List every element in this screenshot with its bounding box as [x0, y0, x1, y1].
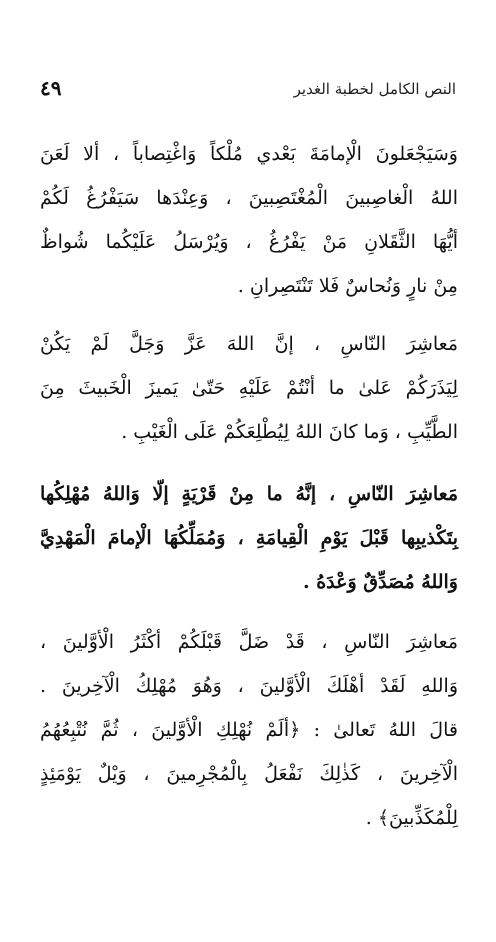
text-line: اللهُ الْغاصِبينَ الْمُغْتَصِبينَ ، وَعِنْدَها سَيَفْرُغُ لَكُمْ: [40, 187, 458, 209]
text-line: مِنْ نارٍ وَنُحاسٌ فَلا تَنْتَصِرانِ .: [237, 275, 458, 297]
paragraph-1: [40, 132, 458, 308]
running-title: النص الكامل لخطبة الغدير: [293, 80, 456, 98]
text-line: مَعاشِرَ النّاسِ ، إنَّ اللهَ عَزَّ وَجَلَّ لَمْ يَكُنْ: [40, 333, 458, 355]
text-line: قالَ اللهُ تَعالىٰ : ﴿ألَمْ نُهْلِكِ الْأوَّلينَ ، ثُمَّ نُتْبِعُهُمُ: [40, 719, 458, 741]
body-text: [40, 132, 458, 840]
page-header: [30, 76, 466, 108]
text-line: مَعاشِرَ النّاسِ ، إنَّهُ ما مِنْ قَرْيَةٍ إلّا وَاللهُ مُهْلِكُها: [40, 483, 458, 505]
text-line: لِيَذَرَكُمْ عَلىٰ ما أنْتُمْ عَلَيْهِ حَتّىٰ يَميزَ الْخَبيثَ مِنَ: [40, 377, 458, 399]
text-line: الطَّيِّبِ ، وَما كانَ اللهُ لِيُطْلِعَكُمْ عَلَى الْغَيْبِ .: [121, 421, 458, 443]
paragraph-3: [40, 472, 458, 604]
text-line: بِتَكْذيبِها قَبْلَ يَوْمِ الْقِيامَةِ ، وَمُمَلِّكُهَا الْإمامَ الْمَهْدِيَّ: [40, 527, 458, 549]
paragraph-2: [40, 322, 458, 454]
text-line: أيُّهَا الثَّقَلانِ مَنْ يَفْرُغُ ، وَيُرْسَلُ عَلَيْكُما شُواظٌ: [40, 231, 458, 253]
text-line: لِلْمُكَذِّبينَ﴾ .: [365, 807, 458, 829]
text-line: وَاللهِ لَقَدْ أهْلَكَ الْأوَّلينَ ، وَهُوَ مُهْلِكُ الْآخِرينَ .: [40, 675, 458, 697]
text-line: وَسَيَجْعَلونَ الْإمامَةَ بَعْدي مُلْكاً وَاغْتِصاباً ، ألا لَعَنَ: [40, 143, 458, 165]
text-line: وَاللهُ مُصَدِّقٌ وَعْدَهُ .: [303, 571, 458, 593]
page-number: ٤٩: [40, 76, 62, 100]
text-line: الْآخِرينَ ، كَذٰلِكَ نَفْعَلُ بِالْمُجْرِمينَ ، وَيْلٌ يَوْمَئِذٍ: [40, 763, 458, 785]
text-line: مَعاشِرَ النّاسِ ، قَدْ ضَلَّ قَبْلَكُمْ أكْثَرُ الْأوَّلينَ ،: [40, 631, 458, 653]
paragraph-4: [40, 620, 458, 840]
